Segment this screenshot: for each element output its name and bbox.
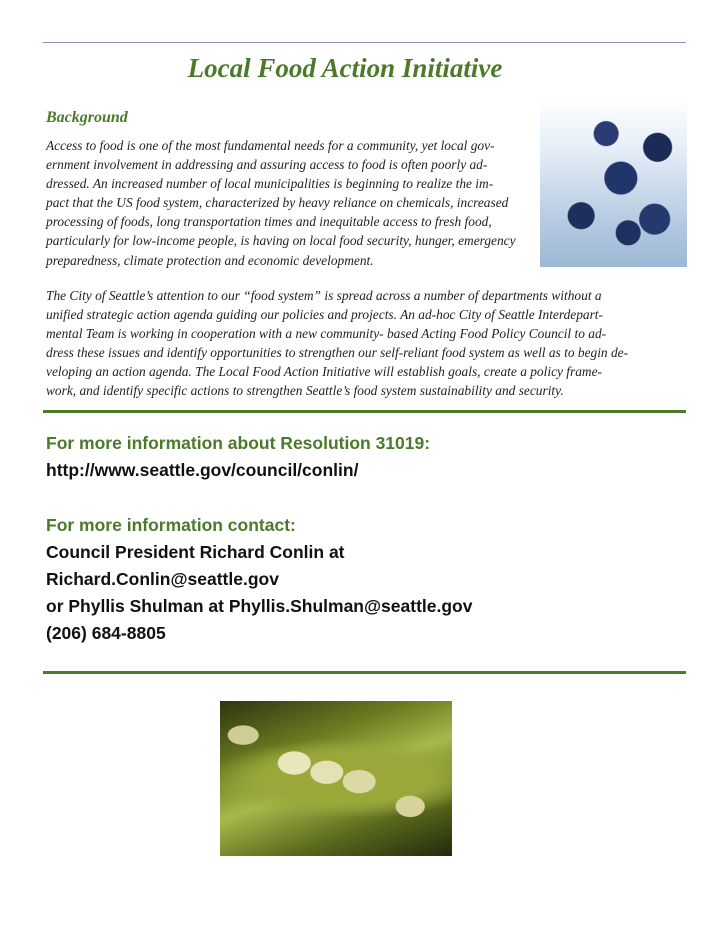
section-divider (43, 671, 686, 674)
contact-line[interactable]: or Phyllis Shulman at Phyllis.Shulman@seattle.gov (46, 596, 473, 616)
paragraph-line: dress these issues and identify opportunities to strengthen our self-reliant food system as well as to begin de- (46, 345, 629, 361)
background-heading: Background (46, 109, 128, 126)
blueberries-photo (540, 96, 687, 267)
paragraph-line: preparedness, climate protection and economic development. (46, 252, 374, 268)
paragraph-line: Access to food is one of the most fundamental needs for a community, yet local gov- (46, 138, 495, 153)
background-paragraph-1 (46, 136, 516, 270)
paragraph-line: mental Team is working in cooperation with a new community- based Acting Food Policy Council to ad- (46, 326, 607, 342)
contact-info (46, 512, 472, 647)
paragraph-line: particularly for low-income people, is having on local food security, hunger, emergency (46, 233, 516, 249)
contact-email[interactable]: Richard.Conlin@seattle.gov (46, 569, 279, 589)
paragraph-line: veloping an action agenda. The Local Food Action Initiative will establish goals, create a policy frame- (46, 364, 602, 380)
page-title: Local Food Action Initiative (187, 53, 503, 83)
paragraph-line: pact that the US food system, characterized by heavy reliance on chemicals, increased (46, 195, 509, 211)
resolution-heading: For more information about Resolution 31019: (46, 433, 431, 453)
section-divider (43, 410, 686, 413)
paragraph-line: The City of Seattle’s attention to our “food system” is spread across a number of departments without a (46, 288, 602, 303)
resolution-info (46, 430, 430, 484)
paragraph-line: ernment involvement in addressing and assuring access to food is often poorly ad- (46, 157, 488, 173)
paragraph-line: dressed. An increased number of local municipalities is beginning to realize the im- (46, 176, 494, 192)
contact-heading: For more information contact: (46, 515, 296, 535)
paragraph-line: processing of foods, long transportation times and inequitable access to fresh food, (46, 214, 492, 230)
beans-photo (220, 701, 452, 856)
background-paragraph-2 (46, 286, 628, 401)
paragraph-line: work, and identify specific actions to strengthen Seattle’s food system sustainability and security. (46, 383, 564, 399)
paragraph-line: unified strategic action agenda guiding our policies and projects. An ad-hoc City of Seattle Interdepart- (46, 307, 603, 323)
contact-phone: (206) 684-8805 (46, 623, 166, 643)
contact-line: Council President Richard Conlin at (46, 542, 345, 562)
top-divider (43, 42, 686, 43)
resolution-link[interactable]: http://www.seattle.gov/council/conlin/ (46, 460, 359, 480)
